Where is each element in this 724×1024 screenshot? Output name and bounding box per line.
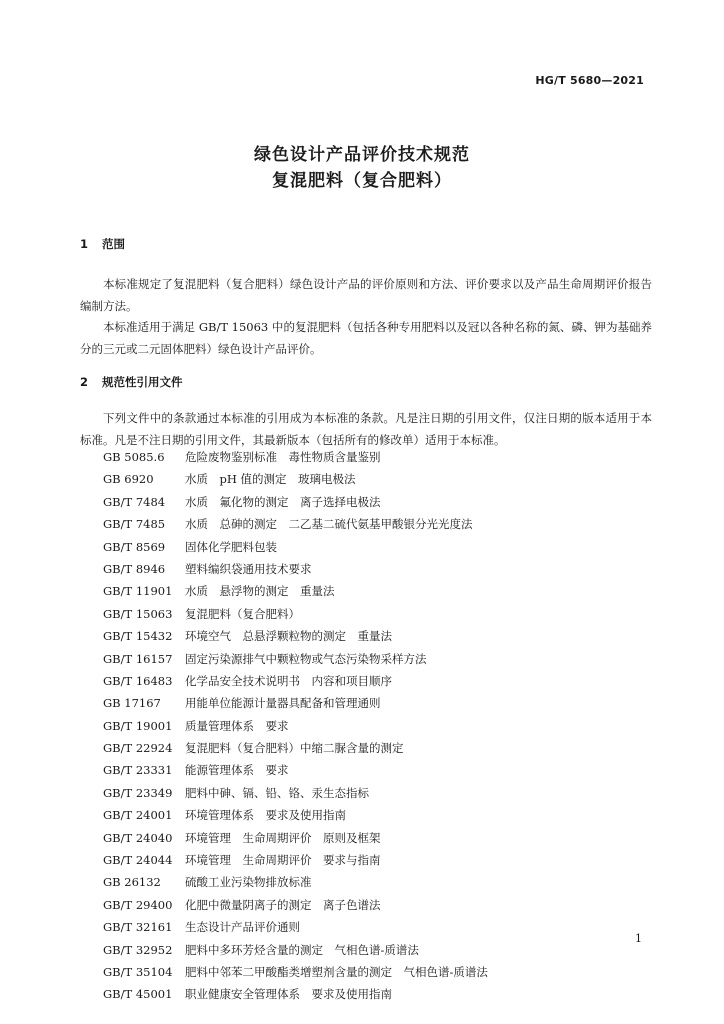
reference-code: GB/T 23331 — [103, 763, 173, 778]
reference-item — [103, 491, 488, 513]
reference-title: 塑料编织袋通用技术要求 — [185, 561, 312, 576]
reference-title: 复混肥料（复合肥料）中缩二脲含量的测定 — [185, 741, 404, 756]
reference-item — [103, 849, 488, 871]
reference-title: 生态设计产品评价通则 — [185, 920, 300, 935]
reference-title: 肥料中邻苯二甲酸酯类增塑剂含量的测定 气相色谱-质谱法 — [185, 964, 488, 979]
reference-title: 环境空气 总悬浮颗粒物的测定 重量法 — [185, 629, 392, 644]
reference-code: GB/T 24001 — [103, 808, 173, 823]
reference-code: GB/T 35104 — [103, 964, 173, 979]
reference-code: GB/T 32952 — [103, 942, 173, 957]
reference-title: 危险废物鉴别标准 毒性物质含量鉴别 — [185, 450, 381, 464]
reference-title: 复混肥料（复合肥料） — [185, 606, 300, 621]
reference-title: 固体化学肥料包装 — [185, 539, 277, 554]
page-number: 1 — [635, 932, 642, 945]
reference-item — [103, 580, 488, 602]
reference-title: 水质 总砷的测定 二乙基二硫代氨基甲酸银分光光度法 — [185, 517, 473, 532]
document-title: 绿色设计产品评价技术规范 — [254, 145, 470, 165]
reference-item — [103, 670, 488, 692]
reference-item — [103, 894, 488, 916]
reference-item — [103, 558, 488, 580]
reference-code: GB 6920 — [103, 472, 154, 487]
reference-code: GB/T 16483 — [103, 673, 173, 688]
reference-item — [103, 603, 488, 625]
reference-item — [103, 625, 488, 647]
reference-title: 职业健康安全管理体系 要求及使用指南 — [185, 987, 392, 1002]
reference-title: 环境管理体系 要求及使用指南 — [185, 808, 346, 823]
reference-code: GB/T 7485 — [103, 517, 166, 532]
reference-code: GB/T 15063 — [103, 606, 173, 621]
reference-code: GB/T 19001 — [103, 718, 173, 733]
reference-item — [103, 961, 488, 983]
section-number: 2 — [80, 375, 89, 389]
reference-title: 化学品安全技术说明书 内容和项目顺序 — [185, 673, 392, 688]
reference-title: 水质 氟化物的测定 离子选择电极法 — [185, 494, 381, 509]
reference-item — [103, 536, 488, 558]
reference-code: GB/T 23349 — [103, 785, 173, 800]
scope-paragraph-2: 本标准适用于满足 GB/T 15063 中的复混肥料（包括各种专用肥料以及冠以各种名称的氮、磷、钾为基础养分的三元或二元固体肥料）绿色设计产品评价。 — [80, 320, 652, 356]
reference-code: GB/T 16157 — [103, 651, 173, 666]
reference-item — [103, 782, 488, 804]
standard-code: HG/T 5680—2021 — [535, 74, 644, 87]
reference-title: 肥料中砷、镉、铅、铬、汞生态指标 — [185, 785, 369, 800]
reference-code: GB/T 7484 — [103, 494, 166, 509]
reference-code: GB/T 8569 — [103, 539, 166, 554]
scope-paragraph-1: 本标准规定了复混肥料（复合肥料）绿色设计产品的评价原则和方法、评价要求以及产品生命周期评价报告编制方法。 — [80, 277, 652, 313]
reference-code: GB/T 8946 — [103, 561, 166, 576]
reference-item — [103, 759, 488, 781]
reference-code: GB 17167 — [103, 696, 161, 711]
reference-title: 水质 pH 值的测定 玻璃电极法 — [185, 472, 356, 487]
reference-item — [103, 804, 488, 826]
reference-code: GB/T 11901 — [103, 584, 173, 599]
reference-code: GB/T 32161 — [103, 920, 173, 935]
reference-item — [103, 648, 488, 670]
section-title: 范围 — [102, 237, 125, 251]
reference-item — [103, 737, 488, 759]
reference-code: GB 5085.6 — [103, 450, 165, 464]
reference-title: 硫酸工业污染物排放标准 — [185, 875, 312, 890]
reference-code: GB/T 22924 — [103, 741, 173, 756]
reference-code: GB/T 45001 — [103, 987, 173, 1002]
reference-item — [103, 513, 488, 535]
reference-code: GB/T 15432 — [103, 629, 173, 644]
reference-item — [103, 446, 488, 468]
reference-item — [103, 827, 488, 849]
section-number: 1 — [80, 237, 89, 251]
reference-title: 水质 悬浮物的测定 重量法 — [185, 584, 335, 599]
reference-code: GB/T 24040 — [103, 830, 173, 845]
section-2-heading — [80, 374, 183, 390]
reference-title: 能源管理体系 要求 — [185, 763, 289, 778]
reference-title: 固定污染源排气中颗粒物或气态污染物采样方法 — [185, 651, 427, 666]
reference-title: 化肥中微量阴离子的测定 离子色谱法 — [185, 897, 381, 912]
reference-item — [103, 871, 488, 893]
reference-title: 肥料中多环芳烃含量的测定 气相色谱-质谱法 — [185, 942, 419, 957]
reference-title: 用能单位能源计量器具配备和管理通则 — [185, 696, 381, 711]
reference-code: GB/T 29400 — [103, 897, 173, 912]
section-1-heading — [80, 236, 125, 252]
reference-title: 质量管理体系 要求 — [185, 718, 289, 733]
reference-item — [103, 692, 488, 714]
document-subtitle: 复混肥料（复合肥料） — [272, 171, 452, 191]
reference-item — [103, 715, 488, 737]
references-intro: 下列文件中的条款通过本标准的引用成为本标准的条款。凡是注日期的引用文件，仅注日期的版本适用于本标准。凡是不注日期的引用文件，其最新版本（包括所有的修改单）适用于本标准。 — [80, 411, 652, 447]
reference-title: 环境管理 生命周期评价 原则及框架 — [185, 830, 381, 845]
reference-item — [103, 983, 488, 1005]
reference-item — [103, 939, 488, 961]
reference-title: 环境管理 生命周期评价 要求与指南 — [185, 853, 381, 868]
reference-code: GB/T 24044 — [103, 853, 173, 868]
reference-item — [103, 468, 488, 490]
reference-list — [103, 446, 488, 1006]
section-title: 规范性引用文件 — [102, 375, 183, 389]
reference-item — [103, 916, 488, 938]
reference-code: GB 26132 — [103, 875, 161, 890]
